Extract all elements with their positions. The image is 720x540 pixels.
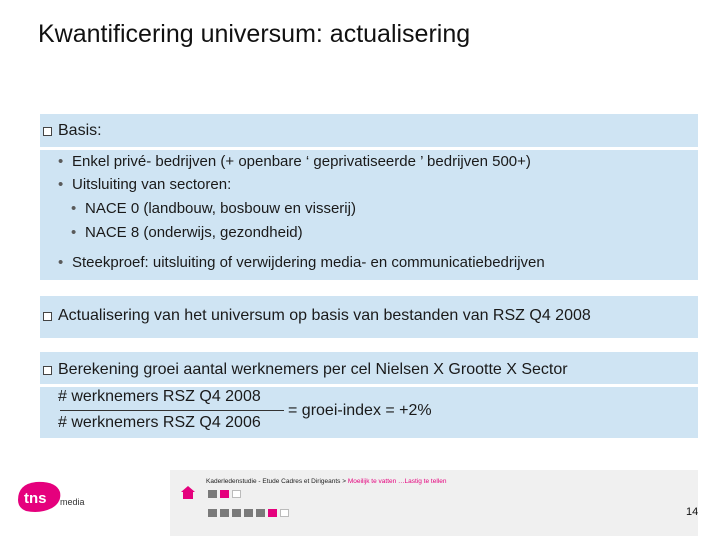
progress-square	[232, 509, 241, 517]
actualisering-heading: Actualisering van het universum op basis van bestanden van RSZ Q4 2008	[58, 307, 591, 324]
page-number: 14	[686, 506, 699, 518]
progress-square-active	[268, 509, 277, 517]
divider	[40, 147, 698, 150]
square-bullet-icon	[43, 127, 52, 136]
groei-section	[40, 352, 698, 438]
progress-square	[208, 509, 217, 517]
progress-square	[244, 509, 253, 517]
bullet-dot-icon: •	[58, 176, 64, 193]
breadcrumb-main: Kaderledenstudie - Etude Cadres et Dirigeants >	[206, 478, 347, 485]
progress-square	[256, 509, 265, 517]
progress-square	[232, 490, 241, 498]
square-bullet-icon	[43, 312, 52, 321]
breadcrumb	[206, 478, 446, 485]
progress-square	[220, 509, 229, 517]
list-item: • Steekproef: uitsluiting of verwijdering media- en communicatiebedrijven	[58, 254, 545, 271]
formula-result: = groei-index = +2%	[288, 402, 432, 419]
list-item: • NACE 8 (onderwijs, gezondheid)	[71, 224, 303, 241]
progress-square	[280, 509, 289, 517]
formula-denominator: # werknemers RSZ Q4 2006	[58, 414, 261, 431]
bullet-dot-icon: •	[71, 224, 77, 241]
svg-text:tns: tns	[24, 490, 47, 507]
list-item: • Enkel privé- bedrijven (+ openbare ‘ geprivatiseerde ’ bedrijven 500+)	[58, 153, 531, 170]
svg-text:media: media	[60, 497, 85, 507]
bullet-dot-icon: •	[58, 153, 64, 170]
progress-square-active	[220, 490, 229, 498]
list-item: • Uitsluiting van sectoren:	[58, 176, 232, 193]
bullet-dot-icon: •	[58, 254, 64, 271]
fraction-line	[60, 410, 284, 411]
divider	[40, 384, 698, 387]
breadcrumb-current[interactable]: Moeilijk te vatten …Lastig te tellen	[347, 478, 447, 485]
tns-media-logo	[16, 478, 86, 518]
home-icon[interactable]	[180, 484, 196, 500]
bullet-dot-icon: •	[71, 200, 77, 217]
square-bullet-icon	[43, 366, 52, 375]
actualisering-section	[40, 296, 698, 338]
basis-section	[40, 114, 698, 280]
groei-heading: Berekening groei aantal werknemers per cel Nielsen X Grootte X Sector	[58, 361, 568, 378]
list-item: • NACE 0 (landbouw, bosbouw en visserij)	[71, 200, 356, 217]
basis-heading: Basis:	[58, 122, 102, 139]
progress-square	[208, 490, 217, 498]
page-title: Kwantificering universum: actualisering	[38, 20, 471, 48]
formula-numerator: # werknemers RSZ Q4 2008	[58, 388, 261, 405]
